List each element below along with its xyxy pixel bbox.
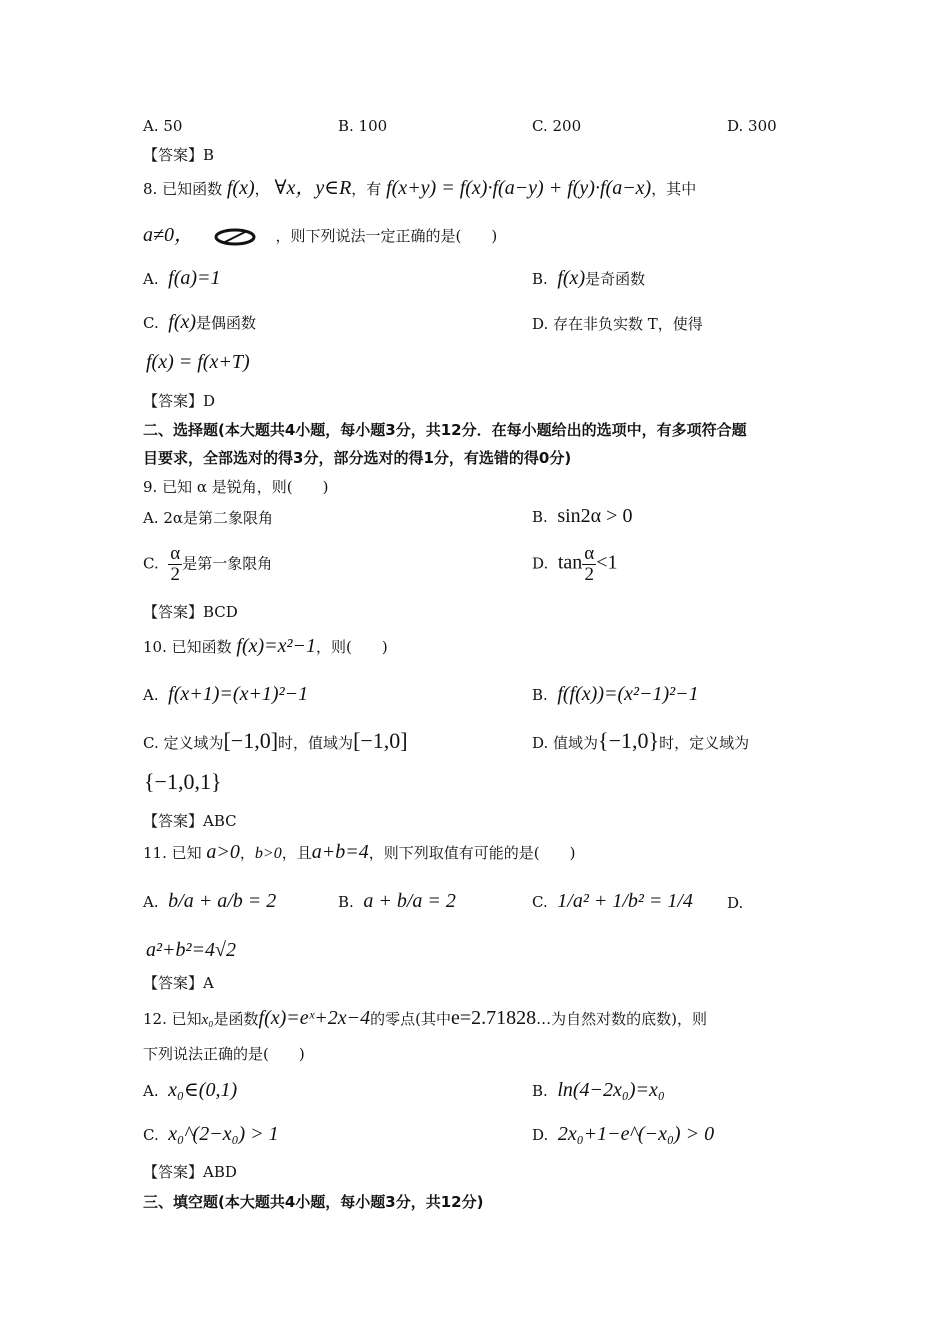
q12-stem-end: …为自然对数的底数)，则 (536, 1010, 708, 1028)
q10-stem (143, 636, 388, 657)
q10-opt-c-mid: 时，值域为 (278, 734, 354, 752)
q9-answer: 【答案】BCD (143, 603, 238, 621)
q11-option-c (532, 891, 693, 912)
q8-omitted-formula-icon (213, 227, 257, 247)
q10-opt-d-set1: {−1,0} (598, 728, 660, 753)
q12-stem-mid: 是函数 (213, 1010, 259, 1028)
q10-opt-b-math: f(f(x))=(x²−1)²−1 (557, 683, 699, 705)
q10-opt-d-pre: D. 值域为 (532, 734, 599, 752)
q11-cond-b: b>0 (254, 845, 282, 862)
q8-tail: ，其中 (651, 180, 697, 198)
q12-opt-b-label: B. (532, 1082, 548, 1100)
q9-opt-d-den: 2 (584, 564, 594, 585)
q11-cond-sum: a+b=4 (311, 841, 369, 863)
q8-opt-b-text: 是奇函数 (585, 270, 646, 288)
q7-option-a: A. 50 (143, 117, 183, 135)
q8-opt-c-text: 是偶函数 (196, 314, 257, 332)
q8-stem-line2 (143, 225, 497, 247)
q11-option-d-label: D. (727, 894, 744, 912)
q11-option-d (146, 940, 236, 961)
q12-option-d (532, 1124, 714, 1145)
q7-option-c: C. 200 (532, 117, 582, 135)
q11-option-b (338, 891, 456, 912)
q10-opt-d-set2: {−1,0,1} (144, 769, 222, 794)
q11-opt-b-math: a + b/a = 2 (363, 890, 456, 912)
q8-stem-end: ，则下列说法一定正确的是( ) (275, 227, 498, 245)
q12-opt-b-math: ln(4−2x₀)=x₀ (557, 1079, 665, 1101)
q12-opt-a-math: x₀∈(0,1) (168, 1079, 238, 1101)
q8-opt-c-label: C. (143, 314, 159, 332)
q9-opt-d-pre: tan (557, 551, 583, 574)
q12-opt-d-math: 2x₀+1−e^(−x₀) > 0 (557, 1123, 715, 1145)
q10-option-a (143, 684, 308, 705)
q11-stem (143, 842, 575, 864)
q9-option-a: A. 2α是第二象限角 (143, 509, 274, 527)
q10-stem-end: ，则( ) (316, 638, 388, 656)
q11-answer: 【答案】A (143, 974, 214, 992)
q8-option-d: D. 存在非负实数 T，使得 (532, 315, 703, 333)
q8-fx: f(x) (226, 177, 255, 199)
q8-opt-b-math: f(x) (557, 267, 586, 289)
q9-option-c (143, 544, 272, 585)
q12-stem-mid2: 的零点(其中 (370, 1010, 452, 1028)
q8-have: ，有 (351, 180, 382, 198)
q11-opt-b-label: B. (338, 893, 354, 911)
q12-e-value: e=2.71828 (451, 1007, 537, 1029)
q11-stem-end: ，则下列取值有可能的是( ) (368, 844, 576, 862)
q12-stem-prefix: 12. 已知 (143, 1010, 202, 1028)
section2-heading-line2: 目要求，全部选对的得3分，部分选对的得1分，有选错的得0分) (143, 449, 572, 467)
q9-opt-d-label: D. (532, 554, 549, 573)
q7-option-b: B. 100 (338, 117, 388, 135)
q10-opt-d-mid: 时，定义域为 (659, 734, 750, 752)
q10-stem-prefix: 10. 已知函数 (143, 638, 232, 656)
q11-opt-c-label: C. (532, 893, 548, 911)
q9-opt-c-num: α (170, 543, 181, 564)
q10-option-b (532, 684, 699, 705)
q8-opt-a-label: A. (143, 270, 159, 288)
section3-heading: 三、填空题(本大题共4小题，每小题3分，共12分) (143, 1193, 484, 1211)
q12-option-a (143, 1080, 237, 1101)
q10-opt-c-set1: [−1,0] (223, 728, 279, 753)
q12-opt-c-label: C. (143, 1126, 159, 1144)
q10-opt-c-set2: [−1,0] (353, 728, 408, 753)
q8-option-a (143, 268, 221, 289)
q9-opt-c-den: 2 (170, 564, 180, 585)
q12-opt-a-label: A. (143, 1082, 159, 1100)
q12-x0: x₀ (201, 1012, 214, 1028)
q10-option-c (143, 728, 408, 753)
q8-condition: a≠0， (143, 224, 194, 246)
q12-opt-d-label: D. (532, 1126, 549, 1144)
q9-opt-c-fraction (168, 544, 182, 585)
q9-option-b (532, 506, 632, 527)
q11-cond-a: a>0 (206, 841, 240, 863)
q7-answer: 【答案】B (143, 146, 215, 164)
q8-stem-prefix: 8. 已知函数 (143, 180, 223, 198)
q8-stem: 8. 已知函数 f(x)， ∀x，y∈R，有 f(x+y) = f(x)·f(a−y) + f(y)·f(a−x)，其中 (143, 177, 697, 199)
q9-opt-d-num: α (584, 543, 595, 564)
q9-opt-b-math: sin2α > 0 (557, 505, 633, 527)
q8-option-d-math (146, 352, 250, 373)
q7-option-d: D. 300 (727, 117, 777, 135)
q10-option-d (532, 728, 750, 753)
q9-opt-c-text: 是第一象限角 (182, 554, 273, 573)
q11-stem-prefix: 11. 已知 (143, 844, 202, 862)
q8-opt-b-label: B. (532, 270, 548, 288)
q10-stem-math: f(x)=x²−1 (236, 635, 317, 657)
q11-comma1: ， (239, 844, 255, 862)
q12-stem (143, 1008, 707, 1030)
q10-answer: 【答案】ABC (143, 812, 237, 830)
q11-opt-c-math: 1/a² + 1/b² = 1/4 (557, 890, 693, 912)
q8-answer: 【答案】D (143, 392, 216, 410)
q9-stem: 9. 已知 α 是锐角，则( ) (143, 478, 329, 496)
q9-opt-d-fraction (582, 544, 596, 585)
q12-function: f(x)=eˣ+2x−4 (258, 1007, 371, 1029)
q10-opt-a-label: A. (143, 686, 159, 704)
q12-answer: 【答案】ABD (143, 1163, 237, 1181)
q11-opt-a-math: b/a + a/b = 2 (168, 890, 277, 912)
q8-forall: ∀x，y∈R (274, 177, 352, 199)
q9-opt-c-label: C. (143, 554, 159, 573)
q11-opt-d-math: a²+b²=4√2 (146, 939, 236, 961)
q12-option-b (532, 1080, 665, 1101)
q9-option-d (532, 544, 618, 585)
q10-option-d-cont (144, 769, 222, 794)
section2-heading-line1: 二、选择题(本大题共4小题，每小题3分，共12分．在每小题给出的选项中，有多项符合题 (143, 421, 747, 439)
q11-option-a (143, 891, 276, 912)
q8-opt-c-math: f(x) (168, 311, 197, 333)
q10-opt-b-label: B. (532, 686, 548, 704)
q12-stem-line2: 下列说法正确的是( ) (143, 1045, 305, 1063)
q8-opt-a-math: f(a)=1 (168, 267, 221, 289)
q11-comma2: ，且 (281, 844, 312, 862)
q10-opt-a-math: f(x+1)=(x+1)²−1 (168, 683, 309, 705)
q8-option-b (532, 268, 645, 289)
q8-opt-d-math: f(x) = f(x+T) (146, 351, 250, 373)
q9-opt-b-label: B. (532, 508, 548, 526)
q9-opt-d-post: <1 (596, 551, 618, 574)
q12-opt-c-math: x₀^(2−x₀) > 1 (168, 1123, 279, 1145)
q10-opt-c-pre: C. 定义域为 (143, 734, 224, 752)
q11-opt-a-label: A. (143, 893, 159, 911)
q8-equation: f(x+y) = f(x)·f(a−y) + f(y)·f(a−x) (386, 177, 652, 199)
q12-option-c (143, 1124, 279, 1145)
q8-option-c (143, 312, 256, 333)
